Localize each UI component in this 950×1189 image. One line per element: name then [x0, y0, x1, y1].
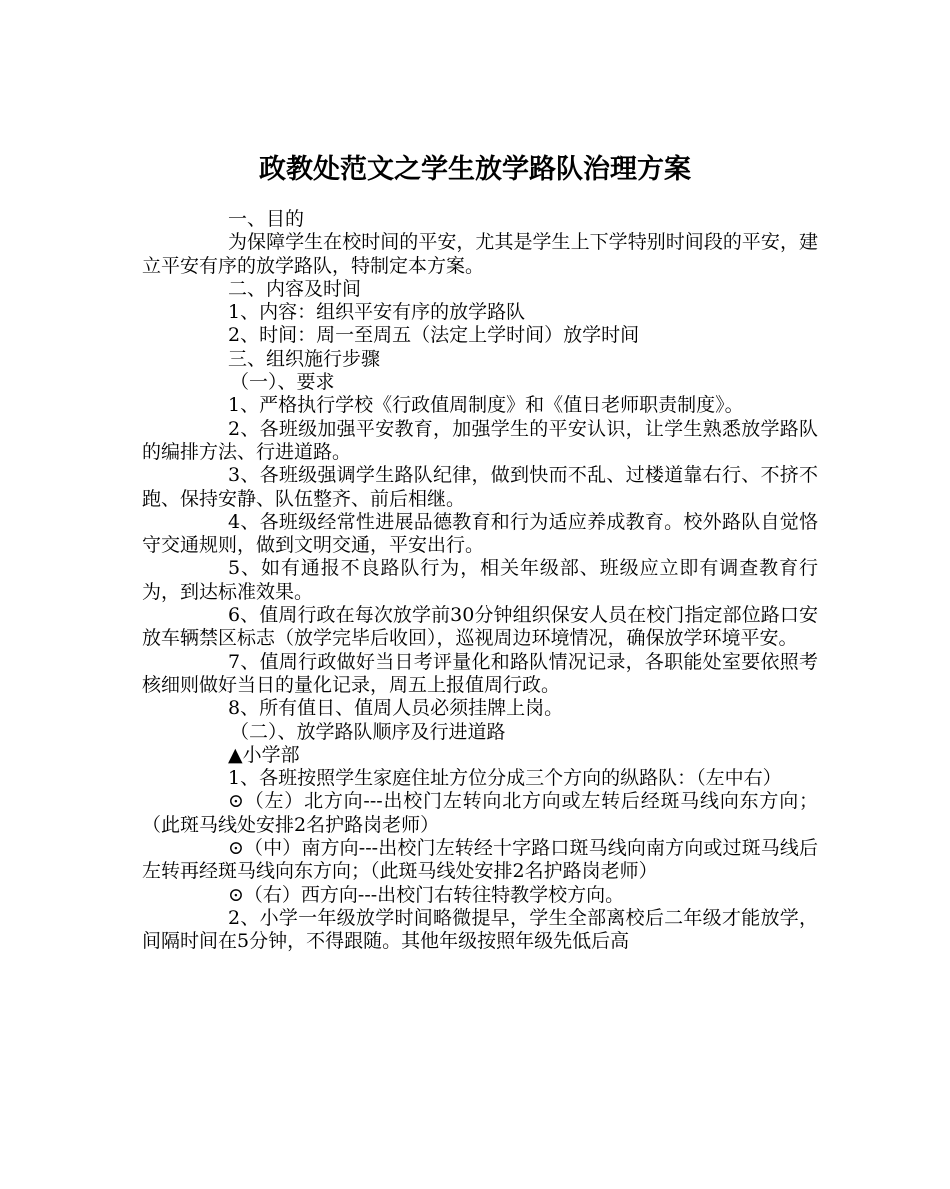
requirement-item: 6、值周行政在每次放学前30分钟组织保安人员在校门指定部位路口安放车辆禁区标志（放学完毕后收回），巡视周边环境情况，确保放学环境平安。: [142, 604, 818, 650]
heading-steps: 三、组织施行步骤: [228, 347, 381, 370]
requirement-item: 1、严格执行学校《行政值周制度》和《值日老师职责制度》。: [228, 394, 744, 417]
heading-purpose: 一、目的: [228, 208, 305, 230]
route-direction-right: ⊙（右）西方向---出校门右转往特教学校方向。: [228, 883, 625, 906]
route-item: 2、小学一年级放学时间略微提早，学生全部离校后二年级才能放学，间隔时间在5分钟，不得跟随。其他年级按照年级先低后高: [142, 906, 818, 953]
requirement-item: 4、各班级经常性进展品德教育和行为适应养成教育。校外路队自觉恪守交通规则，做到文明交通，平安出行。: [142, 510, 818, 557]
paragraph-content: 1、内容：组织平安有序的放学路队: [228, 301, 526, 324]
requirement-item: 8、所有值日、值周人员必须挂牌上岗。: [228, 697, 564, 720]
requirement-item: 5、如有通报不良路队行为，相关年级部、班级应立即有调查教育行为，到达标准效果。: [142, 557, 818, 603]
heading-content-time: 二、内容及时间: [228, 277, 362, 300]
route-direction-middle: ⊙（中）南方向---出校门左转经十字路口斑马线向南方向或过斑马线后左转再经斑马线向东方向；（此斑马线处安排2名护路岗老师）: [142, 837, 818, 883]
section-primary-school: ▲小学部: [228, 743, 300, 766]
requirement-item: 3、各班级强调学生路队纪律，做到快而不乱、过楼道靠右行、不挤不跑、保持安静、队伍整齐、前后相继。: [142, 464, 818, 510]
subheading-route-order: （二）、放学路队顺序及行进道路: [230, 720, 506, 743]
document-title: 政教处范文之学生放学路队治理方案: [259, 154, 691, 186]
requirement-item: 7、值周行政做好当日考评量化和路队情况记录，各职能处室要依照考核细则做好当日的量化记录，周五上报值周行政。: [142, 650, 818, 696]
route-item: 1、各班按照学生家庭住址方位分成三个方向的纵路队：（左中右）: [228, 767, 782, 790]
document-body: [142, 208, 818, 954]
requirement-item: 2、各班级加强平安教育，加强学生的平安认识，让学生熟悉放学路队的编排方法、行进道路。: [142, 417, 818, 463]
paragraph-purpose: 为保障学生在校时间的平安，尤其是学生上下学特别时间段的平安，建立平安有序的放学路队，特制定本方案。: [142, 231, 818, 277]
route-direction-left: ⊙（左）北方向---出校门左转向北方向或左转后经斑马线向东方向；（此斑马线处安排2名护路岗老师）: [142, 790, 818, 836]
paragraph-time: 2、时间：周一至周五（法定上学时间）放学时间: [228, 324, 640, 347]
subheading-requirements: （一）、要求: [230, 371, 335, 394]
